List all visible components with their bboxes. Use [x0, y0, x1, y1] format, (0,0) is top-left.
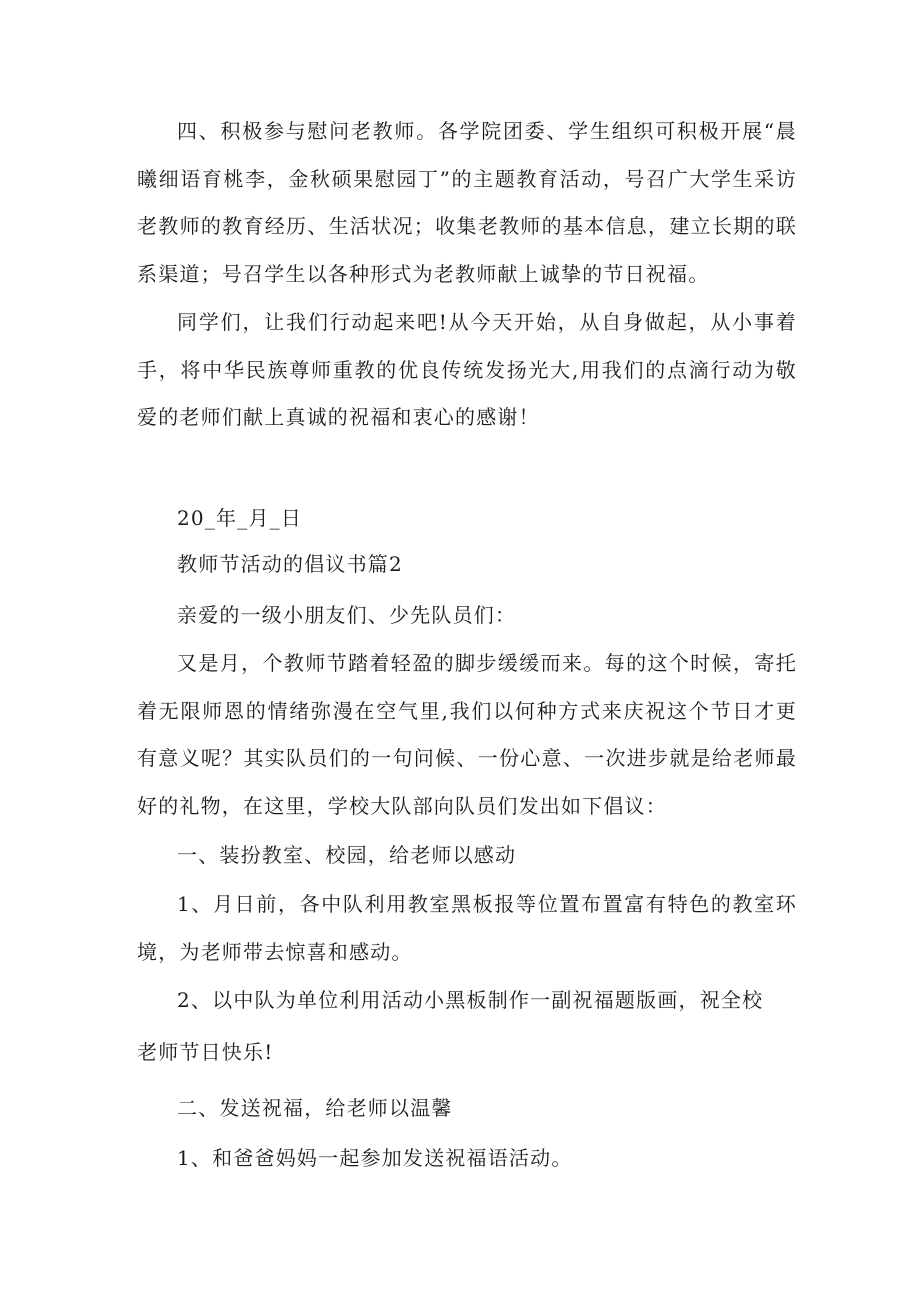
- item-1-2-continued: 老师节日快乐!: [137, 1040, 274, 1064]
- paragraph-consolation: 四、积极参与慰问老教师。各学院团委、学生组织可积极开展“晨曦细语育桃李，金秋硕果慰园丁”的主题教育活动，号召广大学生采访老教师的教育经历、生活状况；收集老教师的基本信息，建立长期的联系渠道；号召学生以各种形式为老教师献上诚挚的节日祝福。: [137, 119, 797, 286]
- item-1-2: 2、以中队为单位利用活动小黑板制作一副祝福题版画，祝全校: [177, 988, 764, 1012]
- paragraph-intro: 又是月，个教师节踏着轻盈的脚步缓缓而来。每的这个时候，寄托着无限师恩的情绪弥漫在空气里,我们以何种方式来庆祝这个节日才更有意义呢？其实队员们的一句问候、一份心意、一次进步就是给老师最好的礼物，在这里，学校大队部向队员们发出如下倡议：: [137, 651, 797, 818]
- date-line: 20_年_月_日: [177, 506, 303, 530]
- heading-blessing: 二、发送祝福，给老师以温馨: [177, 1096, 453, 1120]
- item-2-1: 1、和爸爸妈妈一起参加发送祝福语活动。: [177, 1146, 573, 1170]
- greeting: 亲爱的一级小朋友们、少先队员们：: [177, 603, 517, 627]
- item-1-1: 1、月日前，各中队利用教室黑板报等位置布置富有特色的教室环境，为老师带去惊喜和感动。: [137, 892, 797, 964]
- paragraph-call-to-action: 同学们，让我们行动起来吧!从今天开始，从自身做起，从小事着手，将中华民族尊师重教的优良传统发扬光大,用我们的点滴行动为敬爱的老师们献上真诚的祝福和衷心的感谢！: [137, 310, 797, 429]
- heading-decorate: 一、装扮教室、校园，给老师以感动: [177, 843, 517, 867]
- section-title: 教师节活动的倡议书篇2: [177, 552, 403, 576]
